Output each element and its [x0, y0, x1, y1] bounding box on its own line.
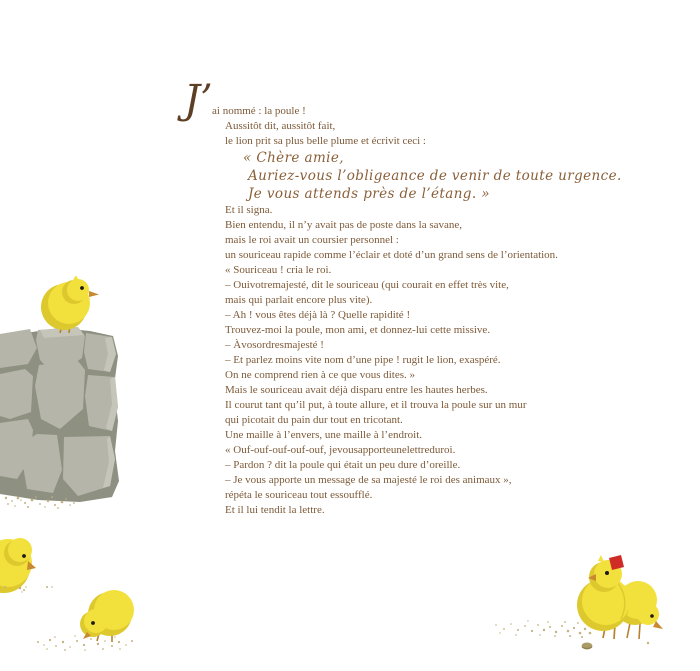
chick-beak — [89, 291, 99, 297]
story-line: Et il signa. — [225, 204, 273, 216]
story-line: Bien entendu, il n’y avait pas de poste dans la savane, — [225, 219, 463, 231]
stone-wall-illustration — [0, 276, 125, 512]
story-line: un souriceau rapide comme l’éclair et doté d’un grand sens de l’orientation. — [225, 249, 558, 261]
story-line: mais qui parlait encore plus vite). — [225, 294, 373, 306]
story-line-letter: « Chère amie, — [243, 150, 344, 166]
story-line-letter: Auriez-vous l’obligeance de venir de toute urgence. — [248, 168, 622, 184]
story-line: Aussitôt dit, aussitôt fait, — [225, 120, 336, 132]
sand-trail — [495, 620, 649, 644]
story-line: – Àvosordresmajesté ! — [225, 339, 324, 351]
chick-eye — [91, 621, 95, 625]
story-line: Mais le souriceau avait déjà disparu entre les hautes herbes. — [225, 384, 488, 396]
story-line: Et il lui tendit la lettre. — [225, 504, 325, 516]
chick-eye — [22, 554, 26, 558]
story-line: – Je vous apporte un message de sa majesté le roi des animaux », — [225, 474, 512, 486]
story-line: le lion prit sa plus belle plume et écrivit ceci : — [225, 135, 426, 147]
story-line: Trouvez-moi la poule, mon ami, et donnez-lui cette missive. — [225, 324, 491, 336]
story-line-letter: Je vous attends près de l’étang. » — [248, 186, 490, 202]
story-line: mais le roi avait un coursier personnel : — [225, 234, 399, 246]
story-text — [212, 104, 645, 518]
story-line: – Pardon ? dit la poule qui était un peu dure d’oreille. — [225, 459, 461, 471]
story-line: On ne comprend rien à ce que vous dites. » — [225, 369, 415, 381]
story-line: répéta le souriceau tout essoufflé. — [225, 489, 373, 501]
chick-eye — [650, 614, 654, 618]
story-line: Une maille à l’envers, une maille à l’endroit. — [225, 429, 423, 441]
pebble — [582, 643, 593, 650]
wall-stones — [0, 327, 118, 496]
story-line: « Souriceau ! cria le roi. — [225, 264, 332, 276]
story-line: « Ouf-ouf-ouf-ouf-ouf, jevousapporteunelettreduroi. — [225, 444, 456, 456]
chick-eye — [80, 286, 84, 290]
chick-on-wall — [41, 276, 99, 333]
hen-eye — [605, 571, 609, 575]
hen-and-chick-illustration — [480, 545, 680, 657]
chick-pecking-illustration — [30, 585, 145, 655]
story-line: – Ouivotremajesté, dit le souriceau (qui courait en effet très vite, — [225, 279, 509, 291]
story-line: – Ah ! vous êtes déjà là ? Quelle rapidité ! — [225, 309, 411, 321]
story-line: – Et parlez moins vite nom d’une pipe ! rugit le lion, exaspéré. — [225, 354, 501, 366]
story-line: Il courut tant qu’il put, à toute allure, et il trouva la poule sur un mur — [225, 399, 527, 411]
hen — [577, 555, 630, 639]
drop-cap-initial: J’ — [184, 77, 213, 123]
story-line: ai nommé : la poule ! — [212, 105, 306, 117]
story-line: qui picotait du pain dur tout en tricotant. — [225, 414, 403, 426]
